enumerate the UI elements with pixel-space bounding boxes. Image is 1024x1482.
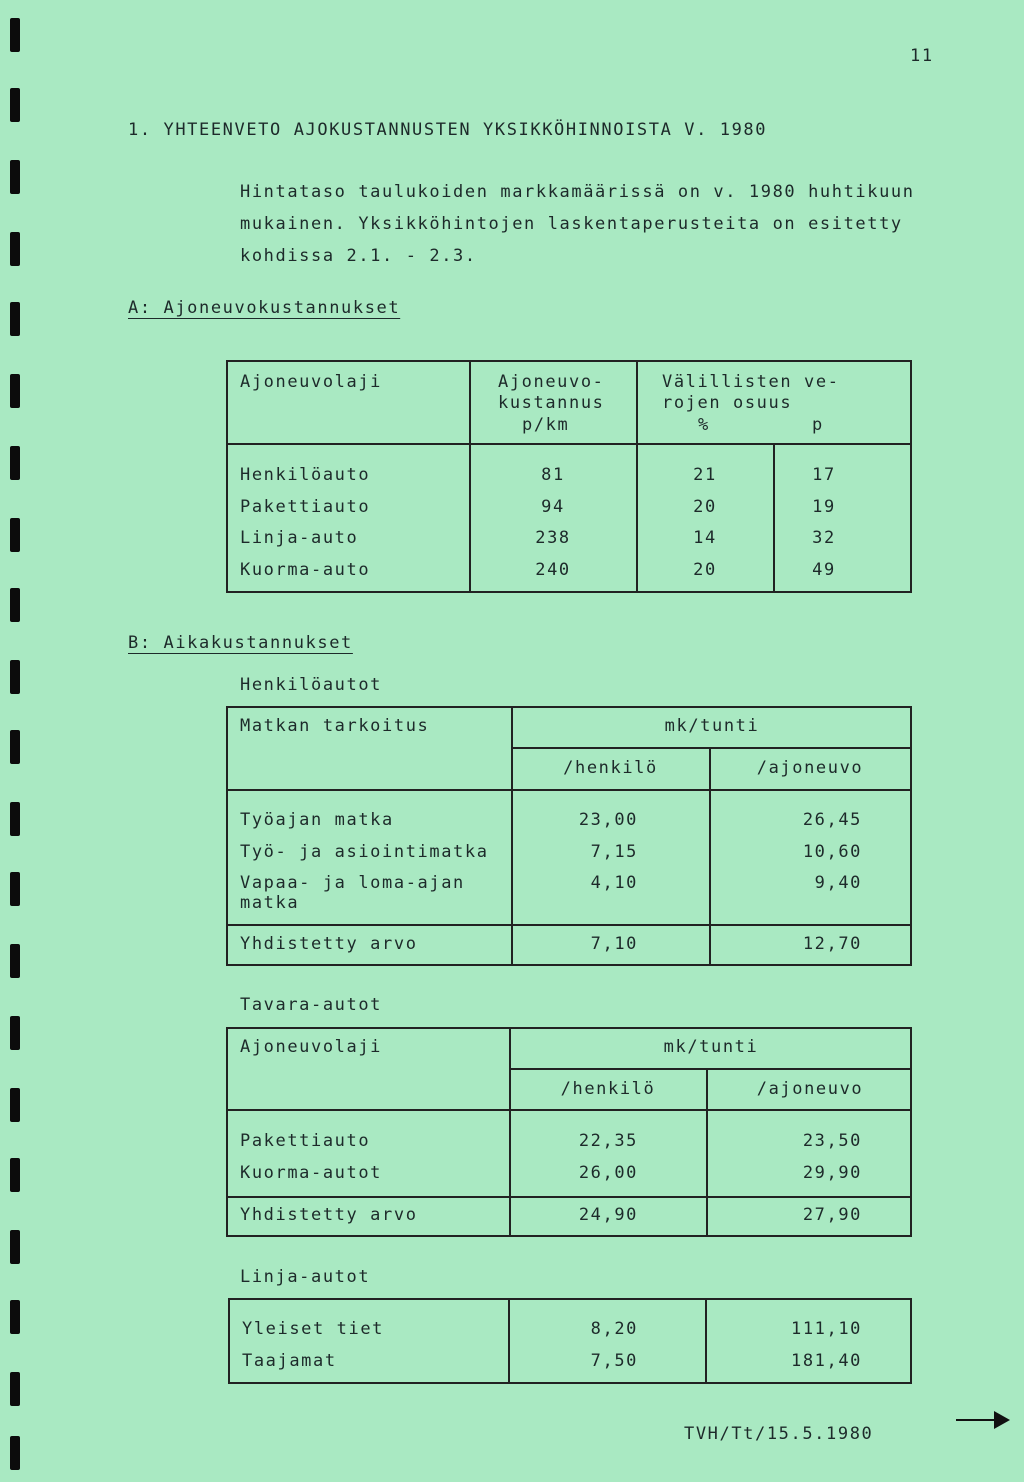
total-label: Yhdistetty arvo — [240, 934, 418, 954]
binder-mark — [10, 1436, 20, 1470]
cell-value: 10,60 — [802, 842, 862, 862]
subsection-title: Linja-autot — [240, 1267, 371, 1287]
cell-value: 14 — [693, 528, 717, 548]
table-frame — [226, 706, 912, 966]
binder-mark — [10, 588, 20, 622]
cell-value: 111,10 — [790, 1319, 862, 1339]
column-header: /henkilö — [560, 1079, 656, 1099]
cell-value: 23,50 — [802, 1131, 862, 1151]
binder-mark — [10, 1088, 20, 1122]
subsection-title: Tavara-autot — [240, 995, 383, 1015]
row-label: Kuorma-auto — [240, 560, 371, 580]
section-a-title: A: Ajoneuvokustannukset — [128, 298, 401, 318]
cell-value: 8,20 — [590, 1319, 638, 1339]
total-value: 12,70 — [802, 934, 862, 954]
table-rule — [511, 706, 513, 966]
intro-line: Hintataso taulukoiden markkamäärissä on v. 1980 huhtikuun — [240, 182, 915, 202]
row-label: Vapaa- ja loma-ajan — [240, 873, 465, 893]
column-header: Ajoneuvo- — [498, 372, 605, 392]
table-rule — [510, 1068, 912, 1070]
binder-mark — [10, 160, 20, 194]
binder-mark — [10, 1372, 20, 1406]
binder-mark — [10, 302, 20, 336]
row-label: Yleiset tiet — [242, 1319, 385, 1339]
page-heading: 1. YHTEENVETO AJOKUSTANNUSTEN YKSIKKÖHINNOISTA V. 1980 — [128, 120, 768, 140]
cell-value: 26,00 — [578, 1163, 638, 1183]
page-number: 11 — [910, 46, 934, 66]
row-label: Työ- ja asiointimatka — [240, 842, 489, 862]
table-rule — [226, 1109, 912, 1111]
table-rule — [508, 1298, 510, 1384]
total-value: 24,90 — [578, 1205, 638, 1225]
arrow-head — [994, 1411, 1010, 1429]
cell-value: 20 — [693, 497, 717, 517]
column-header: Välillisten ve- — [662, 372, 840, 392]
total-value: 7,10 — [590, 934, 638, 954]
table-rule — [226, 443, 912, 445]
row-label: Linja-auto — [240, 528, 359, 548]
column-header: rojen osuus — [662, 393, 793, 413]
cell-value: 4,10 — [590, 873, 638, 893]
binder-mark — [10, 1300, 20, 1334]
cell-value: 7,50 — [590, 1351, 638, 1371]
binder-mark — [10, 18, 20, 52]
cell-value: 22,35 — [578, 1131, 638, 1151]
table-rule — [226, 789, 912, 791]
table-rule — [512, 747, 912, 749]
cell-value: 49 — [812, 560, 836, 580]
cell-value: 181,40 — [790, 1351, 862, 1371]
row-label: Pakettiauto — [240, 1131, 371, 1151]
table-rule — [226, 924, 912, 926]
binder-mark — [10, 660, 20, 694]
arrow-shaft — [956, 1419, 998, 1421]
binder-mark — [10, 232, 20, 266]
column-header: % — [698, 415, 710, 435]
row-label: Työajan matka — [240, 810, 394, 830]
intro-line: mukainen. Yksikköhintojen laskentaperusteita on esitetty — [240, 214, 903, 234]
row-label: Henkilöauto — [240, 465, 371, 485]
binder-mark — [10, 1230, 20, 1264]
total-value: 27,90 — [802, 1205, 862, 1225]
column-header: p/km — [522, 415, 570, 435]
cell-value: 32 — [812, 528, 836, 548]
column-header: Ajoneuvolaji — [240, 1037, 383, 1057]
binder-mark — [10, 374, 20, 408]
column-group-header: mk/tunti — [663, 1037, 759, 1057]
column-header: kustannus — [498, 393, 605, 413]
cell-value: 23,00 — [578, 810, 638, 830]
row-label: Kuorma-autot — [240, 1163, 383, 1183]
cell-value: 240 — [535, 560, 571, 580]
table-rule — [705, 1298, 707, 1384]
column-header: Matkan tarkoitus — [240, 716, 430, 736]
cell-value: 21 — [693, 465, 717, 485]
column-header: /ajoneuvo — [756, 1079, 864, 1099]
row-label: Taajamat — [242, 1351, 337, 1371]
column-group-header: mk/tunti — [664, 716, 760, 736]
row-label: matka — [240, 893, 300, 913]
cell-value: 9,40 — [814, 873, 862, 893]
intro-line: kohdissa 2.1. - 2.3. — [240, 246, 477, 266]
cell-value: 29,90 — [802, 1163, 862, 1183]
column-header: /henkilö — [563, 758, 658, 778]
total-label: Yhdistetty arvo — [240, 1205, 418, 1225]
table-rule — [226, 1196, 912, 1198]
footer-code: TVH/Tt/15.5.1980 — [684, 1424, 874, 1444]
cell-value: 238 — [535, 528, 571, 548]
cell-value: 19 — [812, 497, 836, 517]
cell-value: 17 — [812, 465, 836, 485]
cell-value: 94 — [541, 497, 565, 517]
binder-mark — [10, 518, 20, 552]
section-b-title: B: Aikakustannukset — [128, 633, 353, 653]
table-rule — [509, 1027, 511, 1237]
binder-mark — [10, 88, 20, 122]
binder-mark — [10, 446, 20, 480]
binder-mark — [10, 802, 20, 836]
cell-value: 26,45 — [802, 810, 862, 830]
binder-mark — [10, 730, 20, 764]
cell-value: 81 — [541, 465, 565, 485]
column-header: /ajoneuvo — [756, 758, 864, 778]
cell-value: 7,15 — [590, 842, 638, 862]
column-header: p — [812, 415, 824, 435]
binder-mark — [10, 944, 20, 978]
binder-mark — [10, 1016, 20, 1050]
cell-value: 20 — [693, 560, 717, 580]
subsection-title: Henkilöautot — [240, 675, 383, 695]
table-frame — [228, 1298, 912, 1384]
row-label: Pakettiauto — [240, 497, 371, 517]
binder-mark — [10, 1158, 20, 1192]
column-header: Ajoneuvolaji — [240, 372, 383, 392]
binder-mark — [10, 872, 20, 906]
